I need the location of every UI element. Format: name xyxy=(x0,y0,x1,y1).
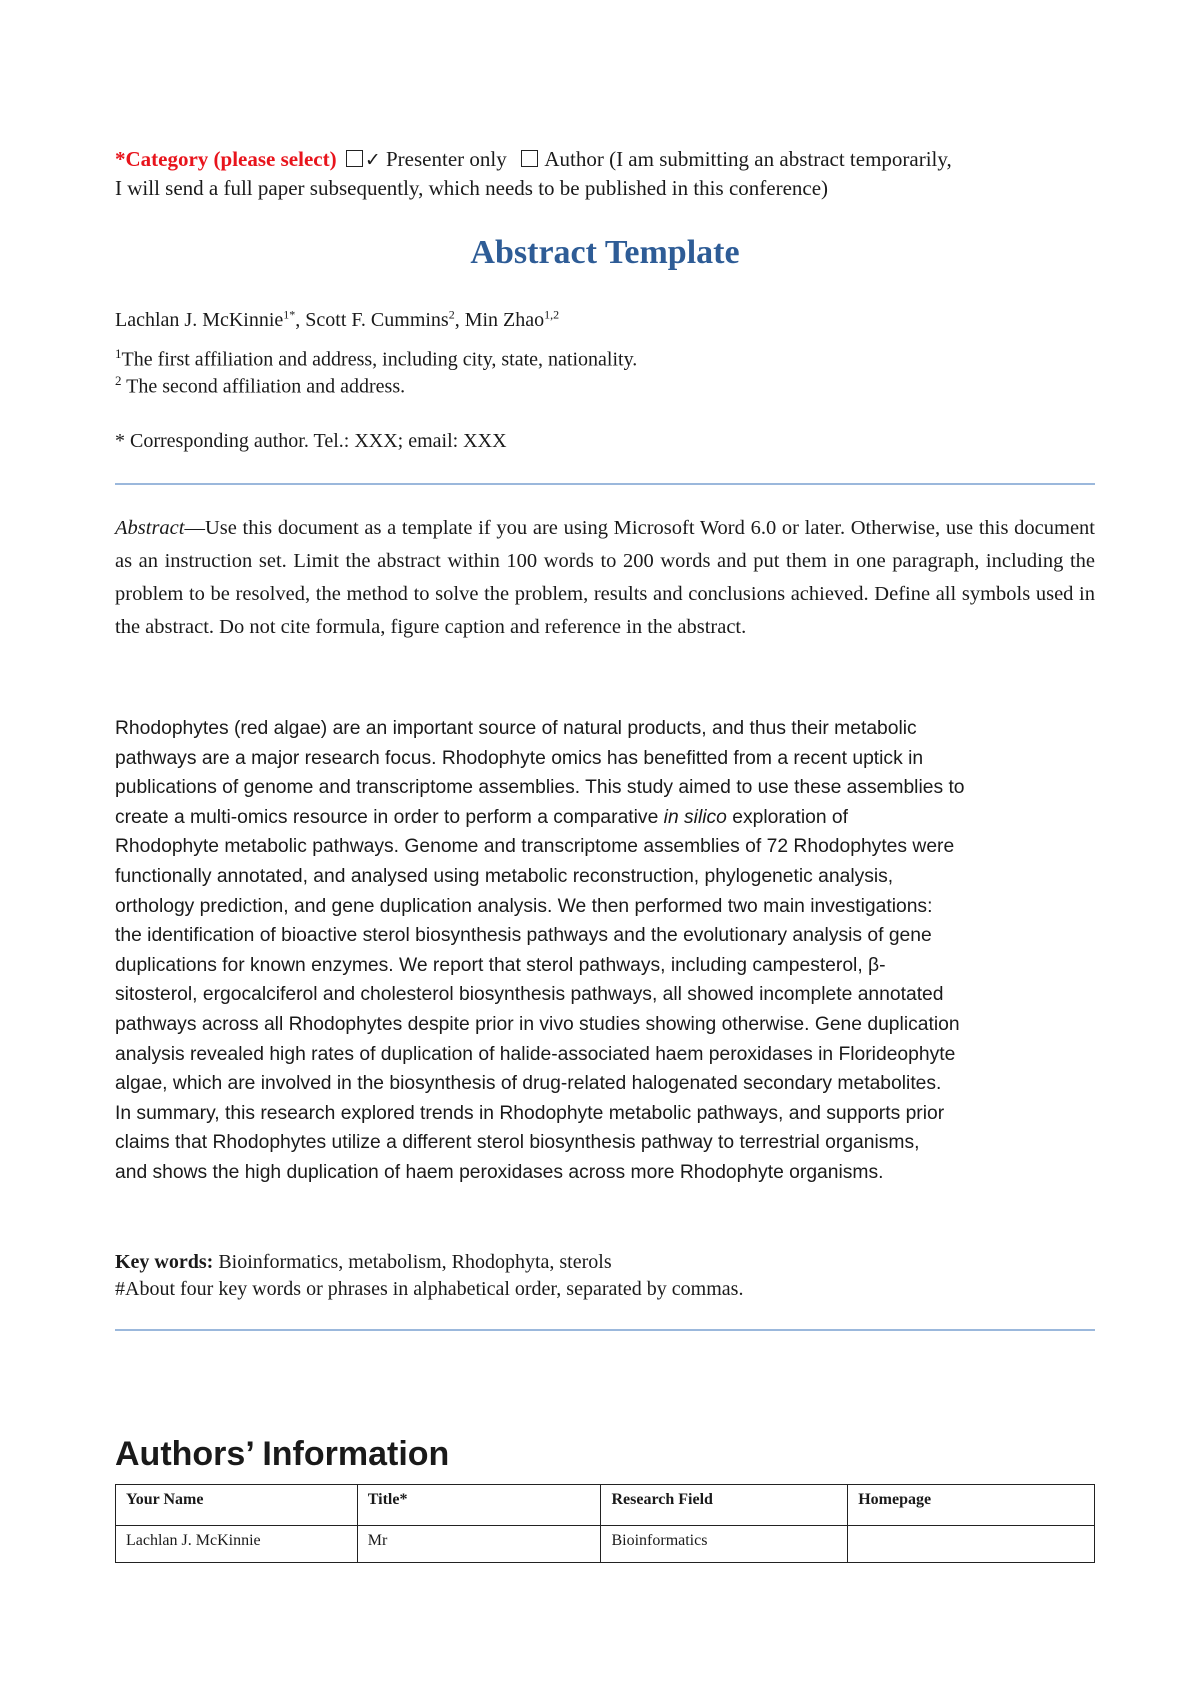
body-line: pathways across all Rhodophytes despite prior in vivo studies showing otherwise. Gene duplication xyxy=(115,1013,960,1035)
body-line: claims that Rhodophytes utilize a different sterol biosynthesis pathway to terrestrial organisms, xyxy=(115,1132,920,1154)
author-list xyxy=(115,307,559,333)
affiliation-text: The first affiliation and address, including city, state, nationality. xyxy=(121,348,638,371)
body-line-text: create a multi-omics resource in order to perform a comparative xyxy=(115,806,664,828)
checkmark-icon: ✓ xyxy=(364,149,381,171)
abstract-text: —Use this document as a template if you are using Microsoft Word 6.0 or later. Otherwise, use this document as an instruction set. Limit the abstract within 100 words to 200 words and put them in one paragraph, including the problem to be resolved, the method to solve the problem, results and conclusions achieved. Define all symbols used in the abstract. Do not cite formula, figure caption and reference in the abstract. xyxy=(115,517,1095,638)
body-line: In summary, this research explored trends in Rhodophyte metabolic pathways, and supports prior xyxy=(115,1102,945,1124)
category-label: *Category (please select) xyxy=(115,147,337,171)
author-superscript: 1,2 xyxy=(544,307,560,322)
divider xyxy=(115,483,1095,485)
author-separator: , xyxy=(454,309,465,331)
keywords-note: #About four key words or phrases in alphabetical order, separated by commas. xyxy=(115,1278,744,1300)
abstract-lead: Abstract xyxy=(115,517,185,539)
affiliation-2 xyxy=(115,368,405,400)
author-option-label: Author (I am submitting an abstract temporarily, xyxy=(544,147,952,171)
keywords-value: Bioinformatics, metabolism, Rhodophyta, sterols xyxy=(213,1251,612,1273)
table-cell[interactable]: Lachlan J. McKinnie xyxy=(116,1526,358,1563)
body-line xyxy=(115,803,1095,833)
column-header: Title* xyxy=(357,1485,601,1526)
body-line: orthology prediction, and gene duplication analysis. We then performed two main investigations: xyxy=(115,895,933,917)
body-line: publications of genome and transcriptome assemblies. This study aimed to use these assemblies to xyxy=(115,777,965,799)
keywords xyxy=(115,1249,612,1275)
presenter-checkbox[interactable] xyxy=(346,150,363,167)
body-line: analysis revealed high rates of duplication of halide-associated haem peroxidases in Florideophyte xyxy=(115,1043,956,1065)
author-name: Scott F. Cummins xyxy=(305,309,449,331)
authors-info-table xyxy=(115,1484,1095,1563)
corresponding-author: * Corresponding author. Tel.: XXX; email: XXX xyxy=(115,430,507,452)
author-superscript: 1* xyxy=(283,307,296,322)
abstract-paragraph xyxy=(115,512,1095,644)
keywords-label: Key words: xyxy=(115,1251,214,1273)
affiliation-superscript: 2 xyxy=(115,373,122,388)
body-line: duplications for known enzymes. We report that sterol pathways, including campesterol, β- xyxy=(115,954,886,976)
divider xyxy=(115,1329,1095,1331)
body-line: functionally annotated, and analysed using metabolic reconstruction, phylogenetic analysis, xyxy=(115,865,894,887)
body-line: and shows the high duplication of haem peroxidases across more Rhodophyte organisms. xyxy=(115,1161,884,1183)
author-option-label-cont: I will send a full paper subsequently, which needs to be published in this conference) xyxy=(115,176,829,200)
table-header-row xyxy=(116,1485,1095,1526)
body-line: the identification of bioactive sterol biosynthesis pathways and the evolutionary analysis of gene xyxy=(115,925,932,947)
body-line: sitosterol, ergocalciferol and cholesterol biosynthesis pathways, all showed incomplete annotated xyxy=(115,984,944,1006)
column-header: Research Field xyxy=(601,1485,848,1526)
table-row xyxy=(116,1526,1095,1563)
abstract-body xyxy=(115,714,1095,1188)
column-header: Your Name xyxy=(116,1485,358,1526)
body-line: Rhodophytes (red algae) are an important source of natural products, and thus their metabolic xyxy=(115,718,917,739)
body-line: Rhodophyte metabolic pathways. Genome and transcriptome assemblies of 72 Rhodophytes were xyxy=(115,836,955,858)
page-title: Abstract Template xyxy=(470,234,740,271)
affiliation-text: The second affiliation and address. xyxy=(121,375,406,398)
author-separator: , xyxy=(295,309,306,331)
table-cell[interactable] xyxy=(848,1526,1095,1563)
author-superscript: 2 xyxy=(448,307,455,322)
presenter-option-label: Presenter only xyxy=(386,147,507,171)
body-line-text: exploration of xyxy=(726,806,849,828)
affiliation-superscript: 1 xyxy=(115,346,122,361)
table-cell[interactable]: Bioinformatics xyxy=(601,1526,848,1563)
body-line: algae, which are involved in the biosynthesis of drug-related halogenated secondary metabolites. xyxy=(115,1073,942,1095)
italic-phrase: in silico xyxy=(663,806,727,828)
author-name: Min Zhao xyxy=(464,309,545,331)
table-cell[interactable]: Mr xyxy=(357,1526,601,1563)
authors-info-heading: Authors’ Information xyxy=(115,1435,450,1473)
body-line: pathways are a major research focus. Rhodophyte omics has benefitted from a recent uptick in xyxy=(115,747,924,769)
author-name: Lachlan J. McKinnie xyxy=(115,309,284,331)
column-header: Homepage xyxy=(848,1485,1095,1526)
author-checkbox[interactable] xyxy=(521,150,538,167)
category-selector xyxy=(115,145,1095,202)
